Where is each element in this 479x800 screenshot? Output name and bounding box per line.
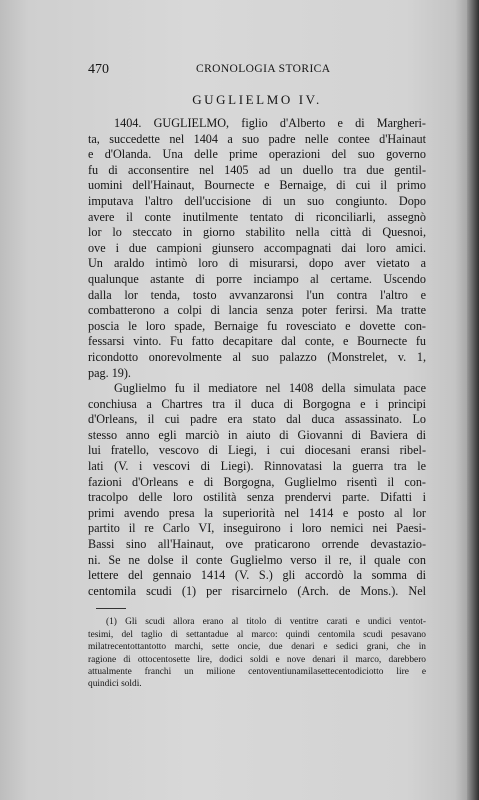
footnote — [88, 616, 426, 690]
text-line: tracolpo delle loro ostilità senza prendervi parte. Difatti i — [88, 490, 426, 505]
paragraph-2 — [88, 381, 426, 599]
book-edge-shadow — [467, 0, 479, 800]
text-line: Bassi sino all'Hainaut, ove praticarono orrende devastazio- — [88, 537, 426, 552]
text-line: dalla lor tenda, tosto avvanzaronsi l'un contra l'altro e — [88, 287, 426, 302]
page-header — [88, 62, 426, 82]
text-line: e d'Olanda. Una delle prime operazioni del suo governo — [88, 147, 426, 162]
text-line: ni. Se ne dolse il conte Guglielmo verso il re, il quale con — [88, 552, 426, 567]
running-head: CRONOLOGIA STORICA — [196, 63, 331, 75]
text-line: 1404. GUGLIELMO, figlio d'Alberto e di Margheri- — [114, 116, 426, 130]
text-line: lui fratello, vescovo di Liegi, i cui diocesani eransi ribel- — [88, 443, 426, 458]
text-line: centomila scudi (1) per risarcirnelo (Arch. de Mons.). Nel — [88, 583, 426, 598]
text-line: qualunque astante di porre inciampo al certame. Uscendo — [88, 271, 426, 286]
text-line: lettere del gennaio 1414 (V. S.) gli accordò la somma di — [88, 568, 426, 583]
footnote-line: milatrecentottantotto marchi, sette oncie, due denari e sedici grani, che in — [88, 642, 426, 653]
footnote-line: ragione di ottocentosette lire, dodici soldi e nove denari il marco, darebbero — [88, 654, 426, 665]
text-line: combatterono a colpi di lancia senza poter ferirsi. Ma tratte — [88, 303, 426, 318]
page-number: 470 — [88, 62, 109, 77]
text-line: d'Orleans, il cui padre era stato dal duca assassinato. Lo — [88, 412, 426, 427]
text-line: lati (V. i vescovi di Liegi). Rinnovatasi la guerra tra le — [88, 459, 426, 474]
footnote-line: (1) Gli scudi allora erano al titolo di ventitre carati e undici ventot- — [106, 617, 426, 628]
text-line: imputava l'altro dell'uccisione di un suo congiunto. Dopo — [88, 193, 426, 208]
text-line: pag. 19). — [88, 365, 131, 380]
text-line: fu di acconsentire nel 1405 ad un duello tra due gentil- — [88, 162, 426, 177]
text-line: uomini dell'Hainaut, Bournecte e Bernaige, di cui il primo — [88, 178, 426, 193]
book-page — [88, 62, 426, 691]
footnote-line: attualmente franchi un milione centoventiunamilasettecentodiciotto lire e — [88, 666, 426, 677]
footnote-line: tesimi, del taglio di settantadue al marco: quindi centomila scudi pesavano — [88, 629, 426, 640]
text-line: Un araldo intimò loro di misurarsi, dopo aver vietato a — [88, 256, 426, 271]
text-line: ta, succedette nel 1404 a suo padre nelle contee d'Hainaut — [88, 131, 426, 146]
text-line: Guglielmo fu il mediatore nel 1408 della simulata pace — [114, 381, 426, 396]
footnote-rule — [96, 608, 126, 609]
text-line: fazioni d'Orleans e di Borgogna, Guglielmo risentì il con- — [88, 474, 426, 489]
text-line: stesso anno egli marciò in aiuto di Giovanni di Baviera di — [88, 427, 426, 442]
text-line: partito il re Carlo VI, inseguirono i loro nemici nei Paesi- — [88, 521, 426, 536]
text-line: ove i due campioni giunsero accompagnati dai loro amici. — [88, 240, 426, 255]
text-line: avere il conte inutilmente tentato di riconciliarli, assegnò — [88, 209, 426, 224]
section-title: GUGLIELMO IV. — [192, 92, 322, 107]
text-line: primi avendo presa la superiorità nel 1414 e posto al lor — [88, 505, 426, 520]
text-line: conchiusa a Chartres tra il duca di Borgogna e i principi — [88, 396, 426, 411]
text-line: fessarsi vinto. Fu fatto decapitare dal conte, e Bournecte fu — [88, 334, 426, 349]
text-line: poscia le loro spade, Bernaige fu rovesciato e dovette con- — [88, 318, 426, 333]
paragraph-1 — [88, 116, 426, 381]
text-line: lor lo steccato in giorno stabilito nella città di Quesnoi, — [88, 225, 426, 240]
footnote-line: quindici soldi. — [88, 679, 142, 690]
text-line: ricondotto onorevolmente al suo palazzo (Monstrelet, v. 1, — [88, 349, 426, 364]
